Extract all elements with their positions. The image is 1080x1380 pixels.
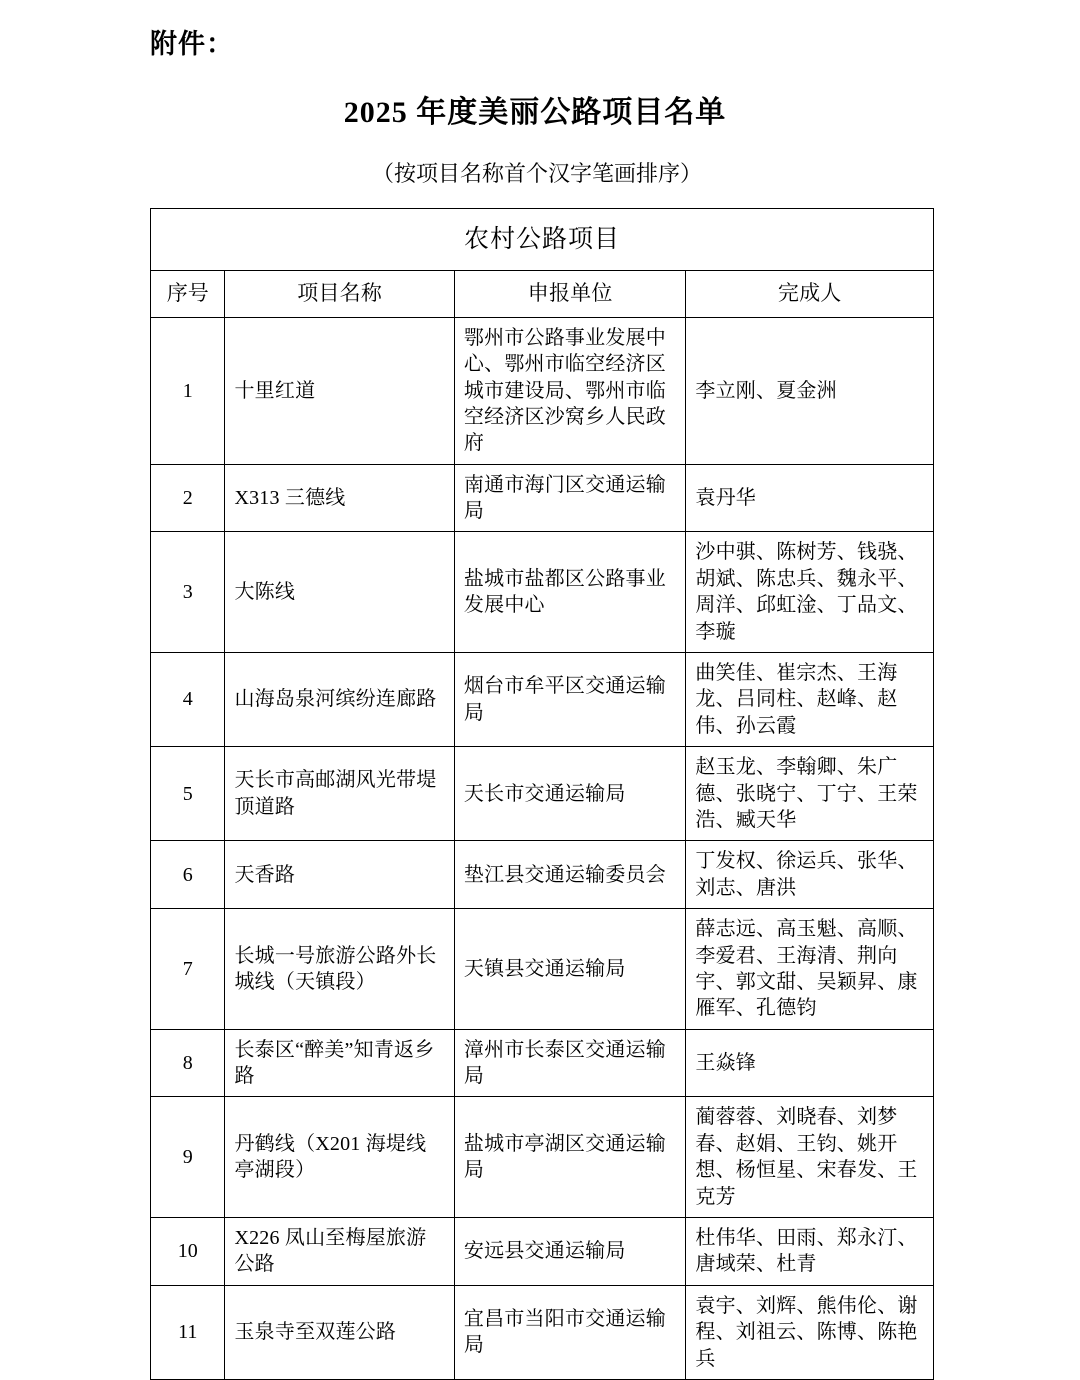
- cell-no: 5: [151, 747, 225, 841]
- cell-people: 丁发权、徐运兵、张华、刘志、唐洪: [686, 841, 934, 909]
- cell-name: X226 凤山至梅屋旅游公路: [225, 1218, 454, 1286]
- cell-no: 3: [151, 532, 225, 653]
- table-row: [151, 317, 934, 464]
- cell-name: 天长市高邮湖风光带堤顶道路: [225, 747, 454, 841]
- cell-unit: 烟台市牟平区交通运输局: [454, 653, 685, 747]
- cell-name: 长泰区“醉美”知青返乡路: [225, 1029, 454, 1097]
- cell-unit: 鄂州市公路事业发展中心、鄂州市临空经济区城市建设局、鄂州市临空经济区沙窝乡人民政府: [454, 317, 685, 464]
- table-row: [151, 1029, 934, 1097]
- cell-name: 山海岛泉河缤纷连廊路: [225, 653, 454, 747]
- cell-unit: 漳州市长泰区交通运输局: [454, 1029, 685, 1097]
- table-row: [151, 747, 934, 841]
- table-row: [151, 1097, 934, 1218]
- column-header-unit: 申报单位: [454, 271, 685, 318]
- attachment-label: 附件：: [150, 29, 234, 59]
- table-body: [151, 209, 934, 1380]
- table-row: [151, 532, 934, 653]
- column-header-name: 项目名称: [225, 271, 454, 318]
- cell-no: 8: [151, 1029, 225, 1097]
- cell-no: 1: [151, 317, 225, 464]
- cell-no: 10: [151, 1218, 225, 1286]
- cell-unit: 垫江县交通运输委员会: [454, 841, 685, 909]
- page-subtitle: （按项目名称首个汉字笔画排序）: [371, 161, 702, 186]
- cell-no: 11: [151, 1285, 225, 1379]
- cell-people: 李立刚、夏金洲: [686, 317, 934, 464]
- cell-name: 长城一号旅游公路外长城线（天镇段）: [225, 909, 454, 1030]
- table-row: [151, 841, 934, 909]
- cell-unit: 天镇县交通运输局: [454, 909, 685, 1030]
- cell-name: 天香路: [225, 841, 454, 909]
- cell-unit: 盐城市亭湖区交通运输局: [454, 1097, 685, 1218]
- cell-unit: 安远县交通运输局: [454, 1218, 685, 1286]
- cell-people: 杜伟华、田雨、郑永汀、唐域荣、杜青: [686, 1218, 934, 1286]
- table-header-row: [151, 271, 934, 318]
- table-row: [151, 1285, 934, 1379]
- table-row: [151, 464, 934, 532]
- table-row: [151, 909, 934, 1030]
- cell-no: 4: [151, 653, 225, 747]
- cell-people: 曲笑佳、崔宗杰、王海龙、吕同柱、赵峰、赵伟、孙云霞: [686, 653, 934, 747]
- cell-no: 7: [151, 909, 225, 1030]
- cell-name: 丹鹤线（X201 海堤线亭湖段）: [225, 1097, 454, 1218]
- cell-no: 6: [151, 841, 225, 909]
- project-list-table: [150, 208, 934, 1380]
- cell-no: 9: [151, 1097, 225, 1218]
- table-section-header-row: [151, 209, 934, 271]
- cell-people: 蔺蓉蓉、刘晓春、刘梦春、赵娟、王钧、姚开想、杨恒星、宋春发、王克芳: [686, 1097, 934, 1218]
- cell-name: 十里红道: [225, 317, 454, 464]
- cell-name: X313 三德线: [225, 464, 454, 532]
- cell-unit: 天长市交通运输局: [454, 747, 685, 841]
- column-header-people: 完成人: [686, 271, 934, 318]
- cell-people: 王焱锋: [686, 1029, 934, 1097]
- cell-no: 2: [151, 464, 225, 532]
- cell-name: 大陈线: [225, 532, 454, 653]
- column-header-no: 序号: [151, 271, 225, 318]
- table-row: [151, 653, 934, 747]
- section-header-cell: 农村公路项目: [151, 209, 934, 271]
- cell-people: 袁丹华: [686, 464, 934, 532]
- cell-name: 玉泉寺至双莲公路: [225, 1285, 454, 1379]
- cell-people: 赵玉龙、李翰卿、朱广德、张晓宁、丁宁、王荣浩、臧天华: [686, 747, 934, 841]
- cell-unit: 南通市海门区交通运输局: [454, 464, 685, 532]
- cell-people: 沙中骐、陈树芳、钱骁、胡斌、陈忠兵、魏永平、周洋、邱虹淦、丁品文、李璇: [686, 532, 934, 653]
- cell-unit: 宜昌市当阳市交通运输局: [454, 1285, 685, 1379]
- page-title: 2025 年度美丽公路项目名单: [343, 96, 727, 129]
- cell-unit: 盐城市盐都区公路事业发展中心: [454, 532, 685, 653]
- cell-people: 袁宇、刘辉、熊伟伦、谢程、刘祖云、陈博、陈艳兵: [686, 1285, 934, 1379]
- cell-people: 薛志远、高玉魁、高顺、李爱君、王海清、荆向宇、郭文甜、吴颖昇、康雁军、孔德钧: [686, 909, 934, 1030]
- table-row: [151, 1218, 934, 1286]
